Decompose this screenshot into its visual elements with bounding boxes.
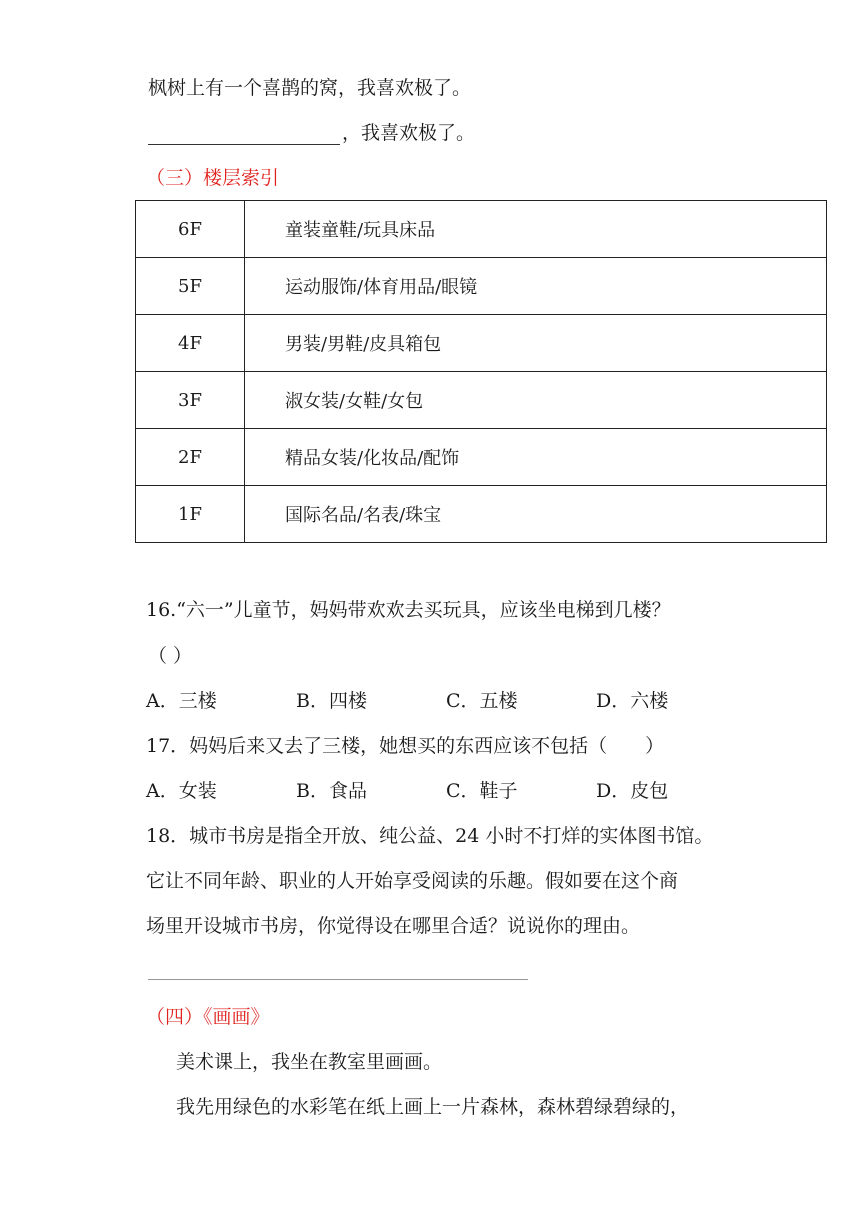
desc-cell: 精品女装/化妆品/配饰 — [245, 429, 827, 486]
desc-cell: 童装童鞋/玩具床品 — [245, 201, 827, 258]
section-heading-4: （四）《画画》 — [146, 1006, 270, 1028]
question-18-line-3: 场里开设城市书房，你觉得设在哪里合适？说说你的理由。 — [146, 915, 641, 937]
table-row — [136, 258, 827, 315]
question-17-options — [146, 779, 746, 803]
desc-cell: 国际名品/名表/珠宝 — [245, 486, 827, 543]
floor-cell: 4F — [136, 315, 245, 372]
desc-cell: 淑女装/女鞋/女包 — [245, 372, 827, 429]
option-d[interactable]: D．皮包 — [596, 780, 669, 802]
floor-cell: 6F — [136, 201, 245, 258]
question-16-options — [146, 689, 746, 713]
floor-index-table — [135, 200, 827, 543]
question-17-stem: 17．妈妈后来又去了三楼，她想买的东西应该不包括（ ） — [146, 735, 665, 757]
option-b[interactable]: B．四楼 — [296, 690, 367, 712]
section-heading-3: （三）楼层索引 — [146, 167, 280, 189]
table-row — [136, 429, 827, 486]
option-c[interactable]: C．五楼 — [446, 690, 518, 712]
question-18-line-1: 18．城市书房是指全开放、纯公益、24 小时不打烊的实体图书馆。 — [146, 825, 714, 847]
option-b[interactable]: B．食品 — [296, 780, 367, 802]
story-paragraph-2: 我先用绿色的水彩笔在纸上画上一片森林，森林碧绿碧绿的， — [176, 1096, 690, 1118]
fill-in-blank-line — [148, 121, 475, 145]
text-line: 枫树上有一个喜鹊的窝，我喜欢极了。 — [148, 77, 472, 99]
answer-blank[interactable] — [148, 126, 340, 145]
question-18-line-2: 它让不同年龄、职业的人开始享受阅读的乐趣。假如要在这个商 — [146, 870, 679, 892]
desc-cell: 运动服饰/体育用品/眼镜 — [245, 258, 827, 315]
desc-cell: 男装/男鞋/皮具箱包 — [245, 315, 827, 372]
answer-line[interactable] — [148, 979, 528, 980]
floor-cell: 5F — [136, 258, 245, 315]
table-row — [136, 201, 827, 258]
table-row — [136, 315, 827, 372]
question-16-stem: 16.“六一”儿童节，妈妈带欢欢去买玩具，应该坐电梯到几楼？ — [146, 599, 671, 621]
table-row — [136, 486, 827, 543]
option-c[interactable]: C．鞋子 — [446, 780, 518, 802]
option-a[interactable]: A．女装 — [146, 780, 217, 802]
option-a[interactable]: A．三楼 — [146, 690, 217, 712]
option-d[interactable]: D．六楼 — [596, 690, 669, 712]
sentence-suffix: ，我喜欢极了。 — [342, 122, 476, 144]
floor-cell: 3F — [136, 372, 245, 429]
floor-cell: 2F — [136, 429, 245, 486]
floor-cell: 1F — [136, 486, 245, 543]
table-row — [136, 372, 827, 429]
story-paragraph-1: 美术课上，我坐在教室里画画。 — [176, 1051, 443, 1073]
question-16-answer-paren[interactable]: （ ） — [148, 645, 193, 667]
